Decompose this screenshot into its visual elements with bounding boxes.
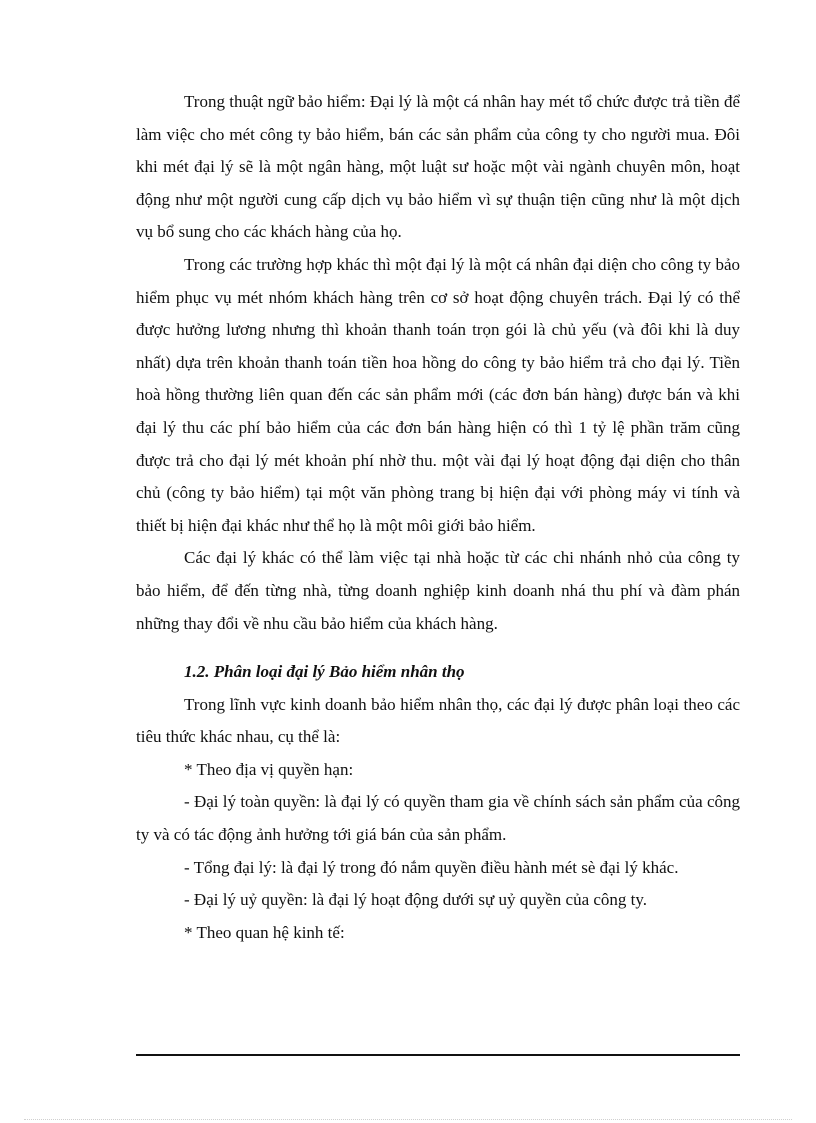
footer-rule (136, 1054, 740, 1056)
list-item-full-authority-agent: - Đại lý toàn quyền: là đại lý có quyền tham gia về chính sách sản phẩm của công ty và có tác động ảnh hưởng tới giá bán của sản phẩm. (136, 792, 740, 845)
paragraph-agent-home-branches: Các đại lý khác có thể làm việc tại nhà hoặc từ các chi nhánh nhỏ của công ty bảo hiểm, để đến từng nhà, từng doanh nghiệp kinh doanh nhá thu phí và đàm phán những thay đổi về nhu cầu bảo hiểm của khách hàng. (136, 548, 740, 633)
list-item-by-authority: * Theo địa vị quyền hạn: (184, 759, 354, 779)
section-heading: 1.2. Phân loại đại lý Bảo hiểm nhân thọ (184, 662, 465, 682)
list-item-general-agent: - Tổng đại lý: là đại lý trong đó nắm quyền điều hành mét sè đại lý khác. (184, 857, 679, 877)
list-item-authorized-agent: - Đại lý uỷ quyền: là đại lý hoạt động dưới sự uỷ quyền của công ty. (184, 890, 648, 910)
document-body (136, 86, 740, 949)
paragraph-agent-definition: Trong thuật ngữ bảo hiểm: Đại lý là một cá nhân hay mét tổ chức được trả tiền để làm việc cho mét công ty bảo hiểm, bán các sản phẩm của công ty cho người mua. Đôi khi mét đại lý sẽ là một ngân hàng, một luật sư hoặc một vài ngành chuyên môn, hoạt động như một người cung cấp dịch vụ bảo hiểm vì sự thuận tiện cũng như là một dịch vụ bổ sung cho các khách hàng của họ. (136, 92, 740, 242)
page-bottom-edge (24, 1119, 792, 1120)
paragraph-classification-intro: Trong lĩnh vực kinh doanh bảo hiểm nhân thọ, các đại lý được phân loại theo các tiêu thức khác nhau, cụ thể là: (136, 694, 740, 747)
paragraph-agent-other-cases: Trong các trường hợp khác thì một đại lý là một cá nhân đại diện cho công ty bảo hiểm phục vụ mét nhóm khách hàng trên cơ sở hoạt động chuyên trách. Đại lý có thể được hưởng lương nhưng thì khoản thanh toán trọn gói là chủ yếu (và đôi khi là duy nhất) dựa trên khoản thanh toán tiền hoa hồng do công ty bảo hiểm trả cho đại lý. Tiền hoà hồng thường liên quan đến các sản phẩm mới (các đơn bán hàng) được bán và khi đại lý thu các phí bảo hiểm của các đơn bán hàng hiện có thì 1 tỷ lệ phần trăm cũng được trả cho đại lý mét khoản phí nhờ thu. một vài đại lý hoạt động đại diện cho thân chủ (công ty bảo hiểm) tại một văn phòng trang bị hiện đại với phòng máy vi tính và thiết bị hiện đại khác như thể họ là một môi giới bảo hiểm. (136, 254, 740, 535)
list-item-by-economic-relation: * Theo quan hệ kinh tế: (184, 922, 345, 942)
